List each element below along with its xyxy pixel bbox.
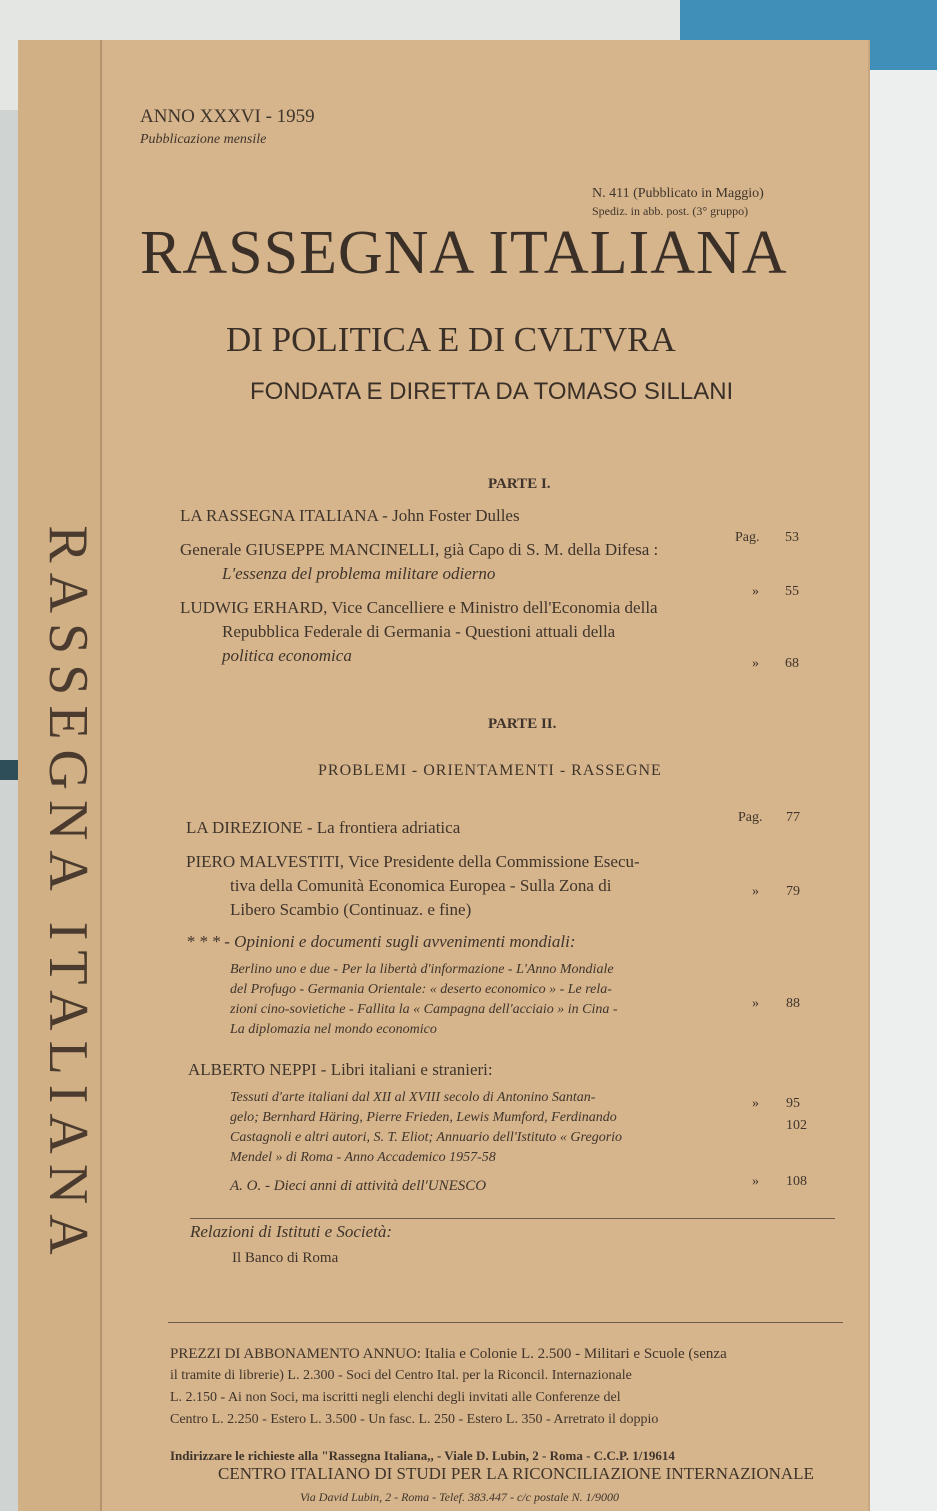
issue-year: ANNO XXXVI - 1959 — [140, 106, 315, 127]
toc-entry-line: Repubblica Federale di Germania - Questioni attuali della — [222, 622, 616, 641]
parte-2-heading: PARTE II. — [488, 716, 557, 732]
toc-subentry-line: gelo; Bernhard Häring, Pierre Frieden, Lewis Mumford, Ferdinando — [230, 1110, 617, 1125]
postal-note: Spediz. in abb. post. (3° gruppo) — [592, 204, 749, 218]
divider-line — [168, 1322, 843, 1323]
toc-page-number: 77 — [786, 810, 800, 825]
toc-entry-line: Libero Scambio (Continuaz. e fine) — [230, 900, 472, 919]
toc-subentry-line: Berlino uno e due - Per la libertà d'informazione - L'Anno Mondiale — [230, 962, 614, 977]
toc-entry-line: Generale GIUSEPPE MANCINELLI, già Capo di S. M. della Difesa : — [180, 540, 659, 559]
toc-entry-line: ALBERTO NEPPI - Libri italiani e stranieri: — [188, 1060, 493, 1079]
issue-number: N. 411 (Pubblicato in Maggio) — [592, 186, 764, 201]
toc-subentry-line: Tessuti d'arte italiani dal XII al XVIII secolo di Antonino Santan- — [230, 1090, 596, 1105]
toc-page-number: 88 — [786, 996, 800, 1011]
centro-name: CENTRO ITALIANO DI STUDI PER LA RICONCILIAZIONE INTERNAZIONALE — [218, 1464, 814, 1483]
spine-title: RASSEGNA ITALIANA — [37, 525, 99, 1265]
toc-page-label: » — [752, 584, 759, 599]
toc-subentry-line: zioni cino-sovietiche - Fallita la « Campagna dell'acciaio » in Cina - — [230, 1002, 618, 1017]
parte-1-heading: PARTE I. — [488, 476, 551, 492]
founder-line: FONDATA E DIRETTA DA TOMASO SILLANI — [250, 378, 734, 405]
toc-entry-line: LA DIREZIONE - La frontiera adriatica — [186, 818, 461, 837]
toc-entry-line: LA RASSEGNA ITALIANA - John Foster Dulles — [180, 506, 520, 525]
toc-page-number: 53 — [785, 530, 799, 545]
magazine-spine — [18, 40, 102, 1511]
toc-subentry-line: Castagnoli e altri autori, S. T. Eliot; Annuario dell'Istituto « Gregorio — [230, 1130, 623, 1145]
toc-page-label: » — [752, 884, 759, 899]
toc-page-label: » — [752, 996, 759, 1011]
toc-page-label: Pag. — [738, 810, 763, 825]
section-heading: PROBLEMI - ORIENTAMENTI - RASSEGNE — [318, 762, 662, 779]
toc-subentry-line: La diplomazia nel mondo economico — [230, 1022, 437, 1037]
toc-entry-line: politica economica — [222, 646, 352, 665]
toc-entry-line: LUDWIG ERHARD, Vice Cancelliere e Ministro dell'Economia della — [180, 598, 658, 617]
toc-entry-line: Relazioni di Istituti e Società: — [190, 1222, 393, 1241]
toc-page-number: 102 — [786, 1118, 807, 1133]
toc-page-number: 55 — [785, 584, 799, 599]
toc-entry-line: tiva della Comunità Economica Europea - Sulla Zona di — [230, 876, 612, 895]
prices-line: Indirizzare le richieste alla "Rassegna Italiana,, - Viale D. Lubin, 2 - Roma - C.C.P. 1/19614 — [170, 1448, 675, 1463]
centro-address: Via David Lubin, 2 - Roma - Telef. 383.447 - c/c postale N. 1/9000 — [300, 1490, 619, 1504]
prices-line: il tramite di librerie) L. 2.300 - Soci del Centro Ital. per la Riconcil. Internazionale — [170, 1368, 632, 1383]
toc-subentry-line: del Profugo - Germania Orientale: « deserto economico » - Le rela- — [230, 982, 612, 997]
toc-page-label: Pag. — [735, 530, 760, 545]
toc-page-number: 95 — [786, 1096, 800, 1111]
toc-page-number: 108 — [786, 1174, 807, 1189]
toc-entry-line: A. O. - Dieci anni di attività dell'UNESCO — [230, 1178, 487, 1194]
toc-subentry-line: Mendel » di Roma - Anno Accademico 1957-58 — [230, 1150, 496, 1165]
toc-page-label: » — [752, 1174, 759, 1189]
magazine-subtitle: DI POLITICA E DI CVLTVRA — [226, 320, 676, 359]
toc-page-label: » — [752, 1096, 759, 1111]
toc-page-label: » — [752, 656, 759, 671]
prices-line: L. 2.150 - Ai non Soci, ma iscritti negli elenchi degli invitati alle Conferenze del — [170, 1390, 621, 1405]
toc-subentry-line: Il Banco di Roma — [232, 1250, 339, 1266]
toc-entry-line: PIERO MALVESTITI, Vice Presidente della Commissione Esecu- — [186, 852, 640, 871]
prices-line: PREZZI DI ABBONAMENTO ANNUO: Italia e Colonie L. 2.500 - Militari e Scuole (senza — [170, 1346, 727, 1362]
publication-frequency: Pubblicazione mensile — [140, 132, 267, 147]
magazine-title: RASSEGNA ITALIANA — [140, 219, 788, 287]
prices-line: Centro L. 2.250 - Estero L. 3.500 - Un fasc. L. 250 - Estero L. 350 - Arretrato il doppio — [170, 1412, 659, 1427]
divider-line — [190, 1218, 835, 1219]
toc-entry-line: * * * - Opinioni e documenti sugli avvenimenti mondiali: — [186, 932, 576, 951]
toc-page-number: 68 — [785, 656, 799, 671]
toc-entry-line: L'essenza del problema militare odierno — [222, 564, 496, 583]
toc-page-number: 79 — [786, 884, 800, 899]
